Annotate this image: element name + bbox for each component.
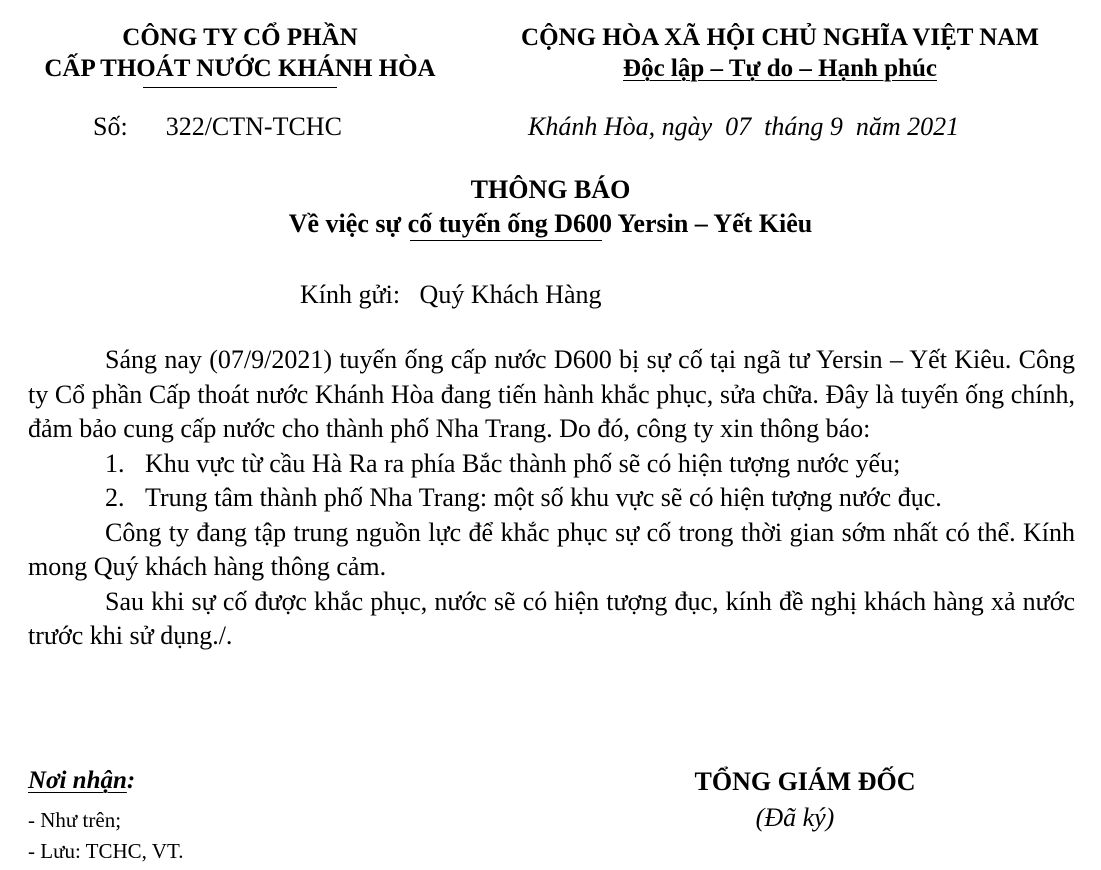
document-number-value: 322/CTN-TCHC (165, 112, 342, 141)
recipients-heading-text: Nơi nhận (28, 767, 127, 794)
recipients-heading (28, 765, 135, 797)
recipients-heading-colon: : (126, 767, 136, 794)
list-item-number: 2. (105, 483, 125, 512)
list-item-text: Khu vực từ cầu Hà Ra ra phía Bắc thành phố sẽ có hiện tượng nước yếu; (145, 448, 901, 478)
company-name-line1: CÔNG TY CỔ PHẦN (122, 24, 358, 51)
national-header-block (490, 22, 1070, 84)
body-paragraph-1: Sáng nay (07/9/2021) tuyến ống cấp nước D600 bị sự cố tại ngã tư Yersin – Yết Kiêu. Công ty Cổ phần Cấp thoát nước Khánh Hòa đang tiến hành khắc phục, sửa chữa. Đây là tuyến ống chính, đảm bảo cung cấp nước cho thành phố Nha Trang. Do đó, công ty xin thông báo: (28, 345, 1075, 443)
document-number (93, 111, 342, 143)
recipients-list (28, 805, 183, 867)
body-paragraph-3: Sau khi sự cố được khắc phục, nước sẽ có hiện tượng đục, kính đề nghị khách hàng xả nước trước khi sử dụng./. (28, 586, 1075, 650)
signature-note: (Đã ký) (755, 803, 835, 832)
title-underline-divider (410, 240, 602, 241)
notice-title-block (0, 173, 1101, 241)
recipient-label: Kính gửi: (300, 280, 401, 309)
notice-subject: Về việc sự cố tuyến ống D600 Yersin – Yết Kiêu (288, 209, 813, 238)
body-paragraph-2: Công ty đang tập trung nguồn lực để khắc phục sự cố trong thời gian sớm nhất có thể. Kính mong Quý khách hàng thông cảm. (28, 517, 1075, 581)
recipient-line (300, 279, 602, 311)
company-name-line2: CẤP THOÁT NƯỚC KHÁNH HÒA (44, 55, 436, 82)
affected-areas-list (28, 447, 1075, 516)
company-underline-divider (143, 87, 337, 88)
list-item-text: Trung tâm thành phố Nha Trang: một số khu vực sẽ có hiện tượng nước đục. (145, 483, 942, 512)
list-item (28, 447, 1075, 482)
national-motto: Độc lập – Tự do – Hạnh phúc (623, 55, 937, 82)
list-item (28, 481, 1075, 516)
national-title: CỘNG HÒA XÃ HỘI CHỦ NGHĨA VIỆT NAM (521, 24, 1039, 51)
recipient-entry: - Như trên; (28, 808, 122, 832)
recipient-value: Quý Khách Hàng (419, 280, 602, 309)
recipient-entry: - Lưu: TCHC, VT. (28, 839, 184, 863)
notice-body (28, 343, 1075, 654)
notice-title: THÔNG BÁO (470, 175, 631, 204)
place-date: Khánh Hòa, ngày 07 tháng 9 năm 2021 (528, 112, 960, 141)
list-item-number: 1. (105, 448, 125, 478)
company-name-block (20, 22, 460, 84)
document-number-label: Số: (93, 112, 128, 141)
signer-title: TỔNG GIÁM ĐỐC (694, 767, 916, 796)
